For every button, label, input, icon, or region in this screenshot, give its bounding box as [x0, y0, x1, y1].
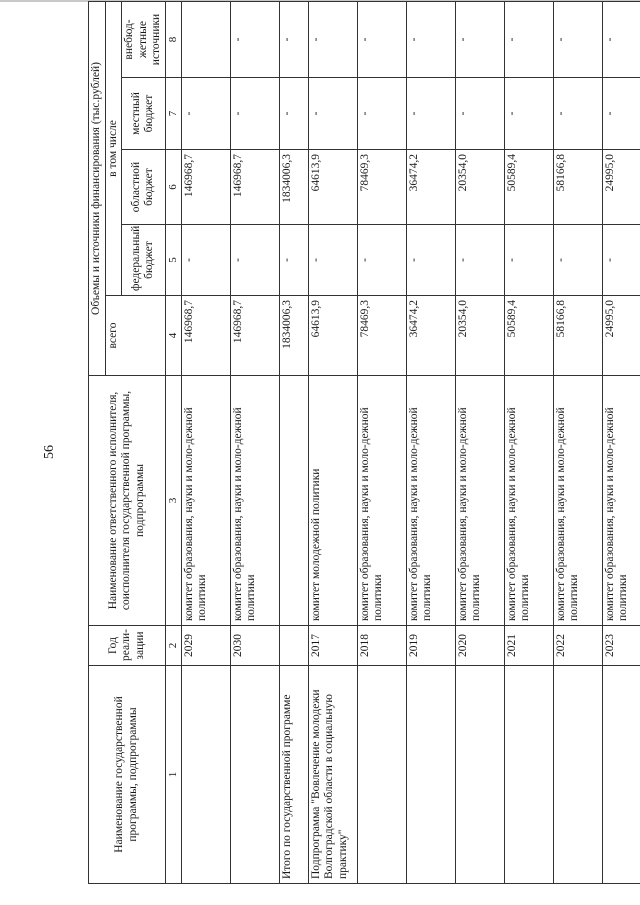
cell-executor: комитет образования, науки и моло-дежной политики	[357, 376, 406, 626]
header-year: Год реали-зации	[89, 626, 166, 666]
cell-local: -	[602, 78, 640, 150]
cell-external	[181, 1, 230, 77]
column-number: 1	[165, 666, 181, 884]
cell-program	[553, 666, 602, 884]
cell-federal: -	[230, 225, 279, 296]
cell-federal: -	[504, 225, 553, 296]
cell-federal: -	[602, 225, 640, 296]
cell-year: 2020	[455, 626, 504, 666]
cell-local: -	[553, 78, 602, 150]
cell-external: -	[553, 1, 602, 77]
header-including: в том числе	[105, 1, 122, 295]
cell-regional: 20354,0	[455, 150, 504, 225]
table-row	[504, 1, 553, 883]
cell-executor	[279, 376, 308, 626]
table-row	[406, 1, 455, 883]
cell-total: 64613,9	[308, 296, 357, 376]
cell-year: 2030	[230, 626, 279, 666]
cell-executor: комитет образования, науки и моло-дежной политики	[455, 376, 504, 626]
column-number: 4	[165, 296, 181, 376]
cell-year: 2018	[357, 626, 406, 666]
table-row	[357, 1, 406, 883]
cell-federal: -	[455, 225, 504, 296]
cell-program	[504, 666, 553, 884]
cell-program: Подпрограмма "Вовлечение молодежи Волгоградской области в социальную практику"	[308, 666, 357, 884]
cell-year: 2019	[406, 626, 455, 666]
cell-total: 50589,4	[504, 296, 553, 376]
header-federal: федеральный бюджет	[122, 225, 166, 296]
header-local: местный бюджет	[122, 78, 166, 150]
cell-local: -	[504, 78, 553, 150]
cell-program	[230, 666, 279, 884]
cell-executor: комитет молодежной политики	[308, 376, 357, 626]
cell-federal: -	[406, 225, 455, 296]
column-number: 7	[165, 78, 181, 150]
table-row-total	[279, 1, 308, 883]
table-row	[181, 1, 230, 883]
cell-external: -	[504, 1, 553, 77]
cell-local: -	[455, 78, 504, 150]
cell-external: -	[455, 1, 504, 77]
cell-total: 78469,3	[357, 296, 406, 376]
cell-local: -	[230, 78, 279, 150]
cell-total: 58166,8	[553, 296, 602, 376]
cell-regional: 36474,2	[406, 150, 455, 225]
cell-total: 146968,7	[230, 296, 279, 376]
cell-year: 2023	[602, 626, 640, 666]
cell-regional: 146968,7	[230, 150, 279, 225]
cell-executor: комитет образования, науки и моло-дежной политики	[504, 376, 553, 626]
cell-regional: 146968,7	[181, 150, 230, 225]
cell-external: -	[308, 1, 357, 77]
table-row	[602, 1, 640, 883]
cell-total: 24995,0	[602, 296, 640, 376]
cell-regional: 78469,3	[357, 150, 406, 225]
column-number: 6	[165, 150, 181, 225]
cell-regional: 64613,9	[308, 150, 357, 225]
column-number: 2	[165, 626, 181, 666]
cell-external: -	[279, 1, 308, 77]
cell-executor: комитет образования, науки и моло-дежной политики	[553, 376, 602, 626]
header-external: внебюд-жетные источники	[122, 1, 166, 77]
header-executor: Наименование ответственного исполнителя, соисполнителя государственной программы, подпрограммы	[89, 376, 166, 626]
cell-local: -	[181, 78, 230, 150]
cell-external: -	[406, 1, 455, 77]
table-row	[553, 1, 602, 883]
column-number: 5	[165, 225, 181, 296]
cell-program	[455, 666, 504, 884]
cell-federal: -	[308, 225, 357, 296]
cell-external: -	[602, 1, 640, 77]
cell-executor: комитет образования, науки и моло-дежной политики	[406, 376, 455, 626]
cell-local: -	[279, 78, 308, 150]
table-row	[308, 1, 357, 883]
cell-regional: 50589,4	[504, 150, 553, 225]
cell-local: -	[406, 78, 455, 150]
page-number: 56	[42, 445, 57, 459]
header-total: всего	[105, 296, 165, 376]
cell-total: 36474,2	[406, 296, 455, 376]
cell-external: -	[230, 1, 279, 77]
cell-federal: -	[357, 225, 406, 296]
cell-year	[279, 626, 308, 666]
cell-federal: -	[279, 225, 308, 296]
cell-federal: -	[181, 225, 230, 296]
header-financing: Объемы и источники финансирования (тыс.рублей)	[89, 1, 106, 375]
cell-executor: комитет образования, науки и моло-дежной политики	[602, 376, 640, 626]
table-row	[230, 1, 279, 883]
table-row	[455, 1, 504, 883]
cell-regional: 58166,8	[553, 150, 602, 225]
column-number: 3	[165, 376, 181, 626]
cell-total: 1834006,3	[279, 296, 308, 376]
cell-local: -	[308, 78, 357, 150]
cell-year: 2021	[504, 626, 553, 666]
cell-regional: 1834006,3	[279, 150, 308, 225]
column-number: 8	[165, 1, 181, 77]
cell-local: -	[357, 78, 406, 150]
cell-year: 2022	[553, 626, 602, 666]
cell-program	[406, 666, 455, 884]
cell-year: 2017	[308, 626, 357, 666]
financing-table	[88, 1, 640, 884]
cell-program	[357, 666, 406, 884]
header-regional: областной бюджет	[122, 150, 166, 225]
rotated-sheet	[88, 2, 640, 884]
cell-program: Итого по государственной программе	[279, 666, 308, 884]
cell-program	[181, 666, 230, 884]
cell-year: 2029	[181, 626, 230, 666]
cell-executor: комитет образования, науки и моло-дежной политики	[230, 376, 279, 626]
cell-total: 146968,7	[181, 296, 230, 376]
cell-executor: комитет образования, науки и моло-дежной политики	[181, 376, 230, 626]
header-program: Наименование государственной программы, подпрограммы	[89, 666, 166, 884]
cell-regional: 24995,0	[602, 150, 640, 225]
cell-program	[602, 666, 640, 884]
cell-external: -	[357, 1, 406, 77]
cell-federal: -	[553, 225, 602, 296]
cell-total: 20354,0	[455, 296, 504, 376]
